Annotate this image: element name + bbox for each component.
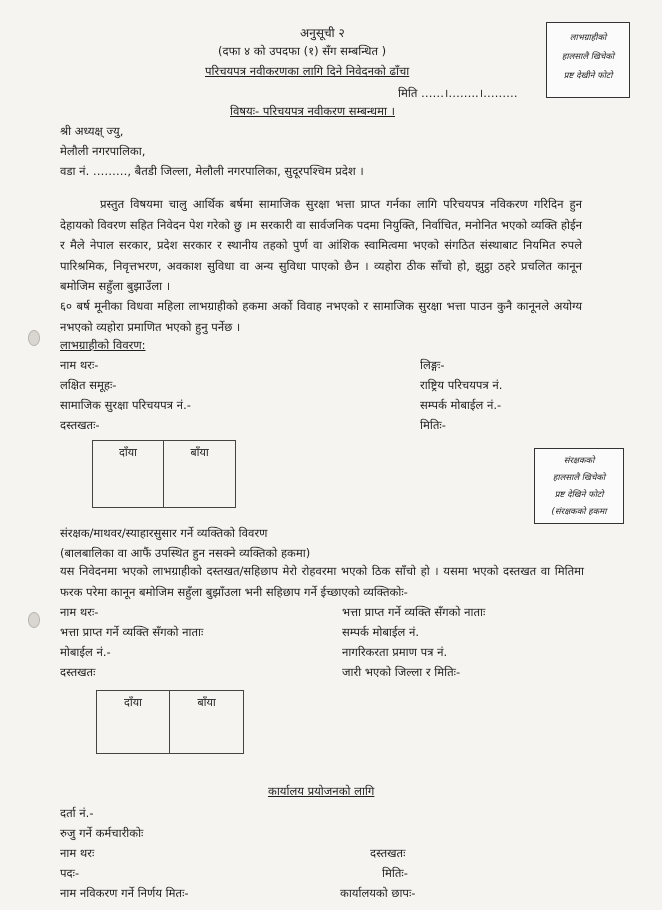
beneficiary-mobile-field: सम्पर्क मोबाईल नं.- <box>420 398 502 412</box>
photo-box-text: प्रष्ट देखीने फोटो <box>563 71 613 81</box>
national-id-field: राष्ट्रिय परिचयपत्र नं. <box>420 378 503 392</box>
beneficiary-date-field: मितिः- <box>420 418 446 432</box>
photo-box-text: संरक्षकको <box>563 456 595 466</box>
section-reference: (दफा ४ को उपदफा (१) सँग सम्बन्धित ) <box>218 44 387 58</box>
widow-note: ६० बर्ष मूनीका विधवा महिला लाभग्राहीको हकमा अर्को विवाह नभएको र सामाजिक सुरक्षा भत्ता पाउन कुनै कानूनले अयोग्य नभएको व्यहोरा प्रमाणित भएको हुनु पर्नेछ । <box>60 299 582 334</box>
beneficiary-name-field: नाम थरः- <box>60 358 99 372</box>
ss-card-field: सामाजिक सुरक्षा परिचयपत्र नं.- <box>60 398 191 412</box>
guardian-signature-field: दस्तखतः <box>60 665 96 679</box>
office-use-heading: कार्यालय प्रयोजनको लागि <box>268 784 375 798</box>
schedule-number: अनुसूची २ <box>300 26 345 40</box>
guardian-relation-field-left: भत्ता प्राप्त गर्ने व्यक्ति सँगको नाताः <box>60 625 204 639</box>
date-line: मिति ……।……..।……… <box>398 86 518 100</box>
photo-box-text: प्रष्ट देखिने फोटो <box>554 490 604 500</box>
punch-hole <box>28 612 40 628</box>
issued-district-date-field: जारी भएको जिल्ला र मितिः- <box>342 665 461 679</box>
right-thumb-cell <box>97 691 170 753</box>
left-thumb-cell <box>164 441 235 507</box>
guardian-mobile-field: मोबाईल नं.- <box>60 645 111 659</box>
right-thumb-cell <box>93 441 164 507</box>
photo-box-text: हालसालै खिचेको <box>561 52 615 62</box>
guardian-thumbprint-box <box>96 690 244 754</box>
verifier-signature-field: दस्तखतः <box>370 846 406 860</box>
right-thumb-label: दाँया <box>124 696 142 709</box>
target-group-field: लक्षित समूहः- <box>60 378 117 392</box>
renewal-decision-date-field: नाम नविकरण गर्ने निर्णय मितः- <box>60 886 189 900</box>
office-stamp-field: कार्यालयको छापः- <box>340 886 416 900</box>
addressee: श्री अध्यक्ष् ज्यु, <box>60 124 124 138</box>
punch-hole <box>28 330 40 346</box>
photo-box-text: (संरक्षकको हकमा <box>551 507 607 517</box>
guardian-relation-field-right: भत्ता प्राप्त गर्ने व्यक्ति सँगको नाताः <box>342 605 486 619</box>
verifier-label: रुजु गर्ने कर्मचारीकोः <box>60 826 144 840</box>
form-title: परिचयपत्र नवीकरणका लागि दिने निवेदनको ढाँचा <box>205 64 410 78</box>
guardian-subheading: (बालबालिका वा आफैं उपस्थित हुन नसक्ने व्यक्तिको हकमा) <box>60 546 311 560</box>
body-paragraph: प्रस्तुत विषयमा चालु आर्थिक बर्षमा सामाजिक सुरक्षा भत्ता प्राप्त गर्नका लागि परिचयपत्र नविकरण गरिदिन हुन देहायको विवरण सहित निवेदन पेश गरेको छु ।म सरकारी वा सार्वजनिक पदमा नियुक्ति, निर्वाचित, मनोनित भएको व्यक्ति होईन र मैले नेपाल सरकार, प्रदेश सरकार र स्थानीय तहको पुर्ण वा आंशिक स्वामित्वमा भएको संगठित संस्थाबाट नियमित रुपले पारिश्रमिक, निवृत्तभरण, अवकाश सुविधा वा अन्य सुविधा पाएको छैन । व्यहोरा ठीक साँचो हो, झुट्ठा ठहरे प्रचलित कानून बमोजिम सहुँला बुझाउँला । <box>60 197 582 293</box>
left-thumb-label: बाँया <box>197 696 216 709</box>
ward-line: वडा नं. ………, बैतडी जिल्ला, मेलौली नगरपालिका, सुदूरपश्चिम प्रदेश । <box>60 164 364 178</box>
left-thumb-cell <box>170 691 243 753</box>
beneficiary-thumbprint-box <box>92 440 236 508</box>
municipality-line: मेलौली नगरपालिका, <box>60 144 146 158</box>
left-thumb-label: बाँया <box>190 446 209 459</box>
right-thumb-label: दाँया <box>119 446 137 459</box>
photo-box-text: लाभग्राहीको <box>569 33 607 43</box>
subject-line: विषयः- परिचयपत्र नवीकरण सम्बन्धमा । <box>230 104 396 118</box>
guardian-statement: यस निवेदनमा भएको लाभग्राहीको दस्तखत/सहिछाप मेरो रोहवरमा भएको ठिक साँचो हो । यसमा भएको दस्तखत वा मितिमा फरक परेमा कानून बमोजिम सहुँला बुझाँउला भनी सहिछाप गर्ने ईच्छाएको व्यक्तिकोः- <box>60 564 584 599</box>
beneficiary-photo-box <box>546 22 630 98</box>
citizenship-field: नागरिकरता प्रमाण पत्र नं. <box>342 645 448 659</box>
verifier-date-field: मितिः- <box>382 866 408 880</box>
guardian-contact-field: सम्पर्क मोबाईल नं. <box>342 625 419 639</box>
guardian-heading: संरक्षक/माथवर/स्याहारसुसार गर्ने व्यक्तिको विवरण <box>60 526 268 540</box>
verifier-name-field: नाम थरः <box>60 846 95 860</box>
guardian-name-field: नाम थरः- <box>60 605 99 619</box>
guardian-photo-box <box>534 448 624 524</box>
photo-box-text: हालसालै खिचेको <box>552 473 606 483</box>
beneficiary-gender-field: लिङ्गः- <box>420 358 445 372</box>
beneficiary-heading: लाभग्राहीको विवरण: <box>60 338 146 352</box>
verifier-post-field: पदः- <box>60 866 80 880</box>
beneficiary-signature-field: दस्तखतः- <box>60 418 100 432</box>
registration-number-field: दर्ता नं.- <box>60 806 94 820</box>
